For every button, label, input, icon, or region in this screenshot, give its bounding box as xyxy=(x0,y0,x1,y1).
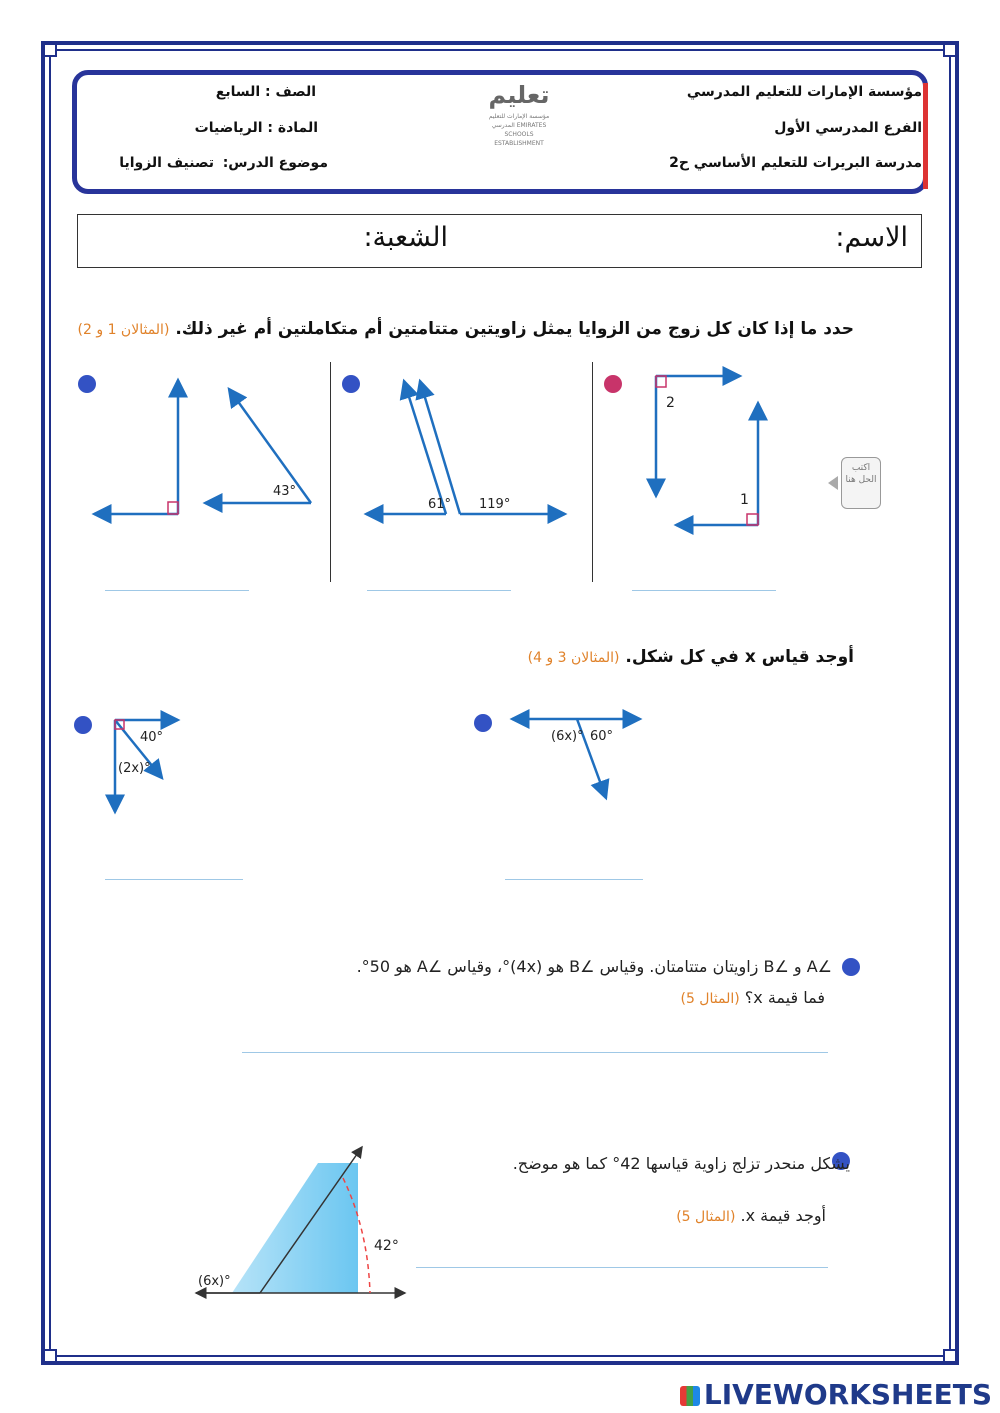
q2-bullet-2 xyxy=(474,714,492,732)
q4-text-line2: أوجد قيمة x. (المثال 5) xyxy=(676,1206,826,1225)
subject-label: المادة : الرياضيات xyxy=(194,120,318,136)
q4-fig-angle: 42° xyxy=(374,1238,399,1254)
q1-fig2-angle-a: 61° xyxy=(428,497,452,512)
q4-ramp-figure xyxy=(196,1147,405,1293)
name-label[interactable]: الاسم: xyxy=(835,222,908,253)
q2-fig1-angle: 40° xyxy=(140,730,164,745)
q4-text-line1: يشكل منحدر تزلج زاوية قياسها 42° كما هو موضح. xyxy=(512,1154,850,1173)
liveworksheets-icon xyxy=(680,1386,700,1406)
lesson-title: تصنيف الزوايا xyxy=(119,155,214,171)
q1-fig3-label-top: 2 xyxy=(666,395,675,411)
q1-answer-3[interactable] xyxy=(632,590,776,591)
grade-label: الصف : السابع xyxy=(215,84,316,100)
q2-answer-1[interactable] xyxy=(105,879,243,880)
write-answer-hint[interactable]: اكتب الحل هنا xyxy=(841,457,881,509)
q4-ref: (المثال 5) xyxy=(676,1209,736,1225)
liveworksheets-logo: LIVEWORKSHEETS xyxy=(680,1378,992,1411)
q4-answer[interactable] xyxy=(416,1267,828,1268)
q1-answer-1[interactable] xyxy=(105,590,249,591)
q3-text-line2: فما قيمة x؟ (المثال 5) xyxy=(680,988,825,1007)
q2-bullet-1 xyxy=(74,716,92,734)
institution-name: مؤسسة الإمارات للتعليم المدرسي xyxy=(686,84,922,100)
q3-ref: (المثال 5) xyxy=(680,991,740,1007)
branch-name: الفرع المدرسي الأول xyxy=(774,120,922,136)
q3-text-line1: ∠A و ∠B زاويتان متتامتان. وقياس ∠B هو (4x)°، وقياس ∠A هو 50°. xyxy=(356,957,832,976)
q4-fig-expr: (6x)° xyxy=(198,1274,231,1289)
q1-fig2-angle-b: 119° xyxy=(479,497,511,512)
q2-fig2-angle: 60° xyxy=(590,729,614,744)
q2-ref: (المثالان 3 و 4) xyxy=(527,650,620,666)
q2-title: أوجد قياس x في كل شكل. (المثالان 3 و 4) xyxy=(527,647,854,667)
q1-fig3-label-bottom: 1 xyxy=(740,492,749,508)
lesson-label: موضوع الدرس: xyxy=(222,155,328,171)
q2-answer-2[interactable] xyxy=(505,879,643,880)
q3-bullet xyxy=(842,958,860,976)
q3-answer[interactable] xyxy=(242,1052,828,1053)
hint-arrow-icon xyxy=(828,476,838,490)
q1-figure-2 xyxy=(366,381,565,514)
q2-fig2-expr: (6x)° xyxy=(551,729,584,744)
q1-ref: (المثالان 1 و 2) xyxy=(77,322,170,338)
section-label[interactable]: الشعبة: xyxy=(363,222,448,253)
q1-answer-2[interactable] xyxy=(367,590,511,591)
q1-title: حدد ما إذا كان كل زوج من الزوايا يمثل زاويتين متتامتين أم متكاملتين أم غير ذلك. (المثالان 1 و 2) xyxy=(77,319,854,339)
school-name: مدرسة البريرات للتعليم الأساسي ح2 xyxy=(669,155,922,171)
school-logo: تعليم مؤسسة الإمارات للتعليم المدرسي EMIRATES SCHOOLS ESTABLISHMENT xyxy=(488,81,550,147)
q2-fig1-expr: (2x)° xyxy=(118,761,151,776)
q1-fig1-angle: 43° xyxy=(273,484,297,499)
